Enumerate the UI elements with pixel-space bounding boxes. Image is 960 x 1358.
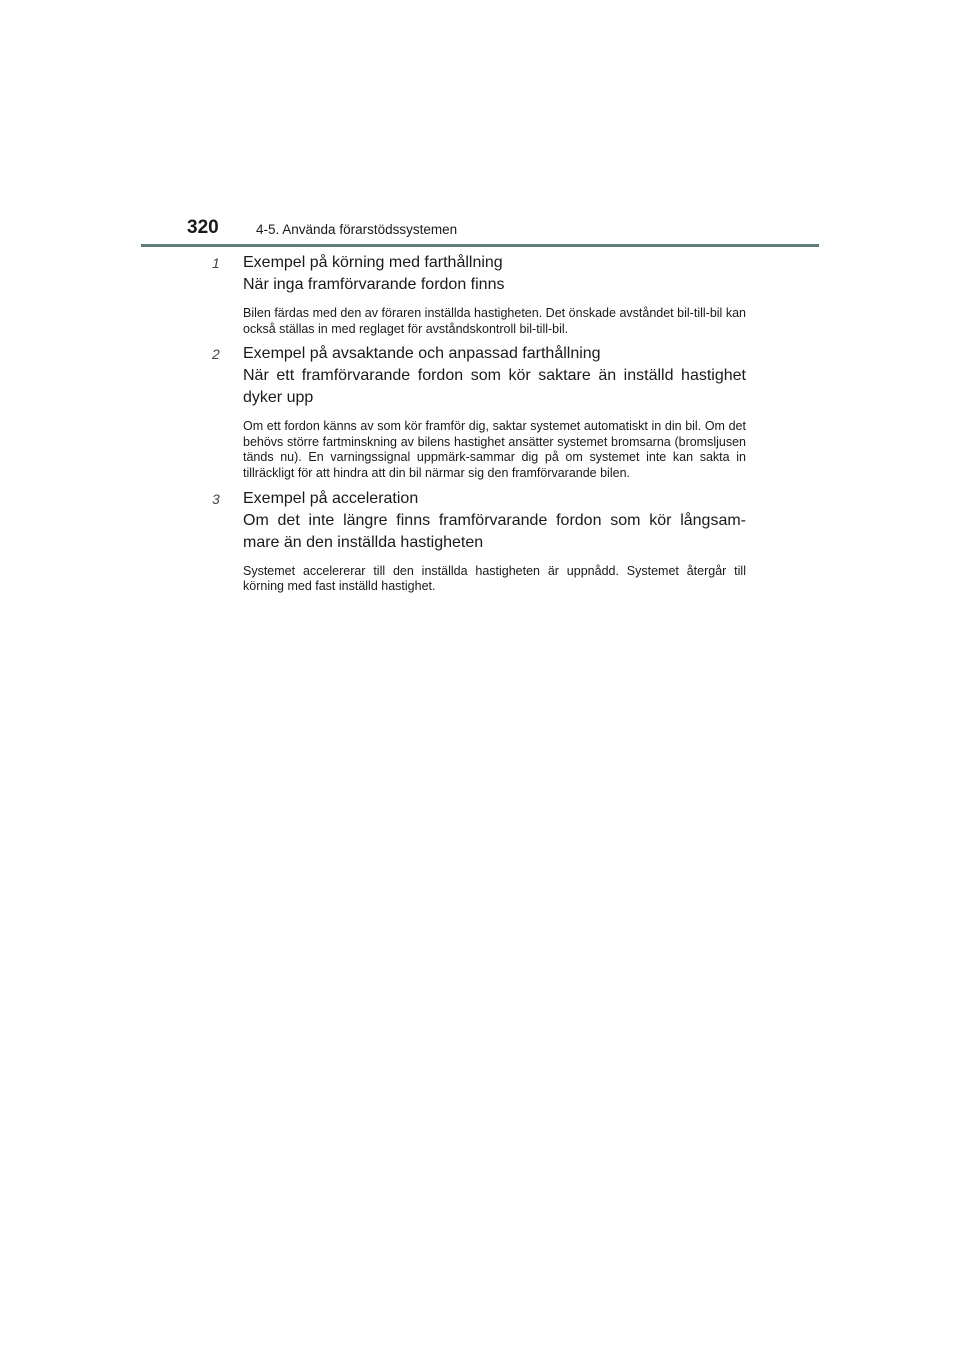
- heading-line: När inga framförvarande fordon finns: [243, 276, 505, 293]
- header-divider: [141, 244, 819, 247]
- item-heading-1: [243, 252, 746, 296]
- heading-line: Exempel på körning med farthållning: [243, 254, 503, 271]
- heading-line: Exempel på avsaktande och anpassad farthållning: [243, 345, 601, 363]
- heading-line: dyker upp: [243, 389, 314, 407]
- item-heading-2: [243, 343, 746, 409]
- item-heading-3: [243, 488, 746, 554]
- heading-line: Exempel på acceleration: [243, 489, 419, 507]
- heading-line: Om det inte längre finns framförvarande fordon som kör långsam-: [243, 511, 746, 529]
- page-header: [187, 214, 819, 246]
- section-title: 4-5. Använda förarstödssystemen: [256, 222, 458, 237]
- main-content: [210, 252, 746, 601]
- list-item-3: [210, 488, 746, 595]
- item-body-3: Systemet accelererar till den inställda hastigheten är uppnådd. Systemet återgår till körning med fast inställd hastighet.: [243, 563, 746, 594]
- list-item-2: [210, 343, 746, 481]
- item-number-2: 2: [212, 346, 220, 363]
- item-number-3: 3: [212, 490, 220, 507]
- item-body-2: Om ett fordon känns av som kör framför dig, saktar systemet automatiskt in din bil. Om det behövs större fartminskning av bilens hastighet ansätter systemet bromsarna (bromsljusen tänds nu). En varningssignal uppmärk-sammar dig på om systemet inte kan sakta in tillräckligt för att hindra att din bil närmar sig den framförvarande bilen.: [243, 419, 746, 480]
- heading-line: När ett framförvarande fordon som kör saktare än inställd hastighet: [243, 367, 746, 385]
- heading-line: mare än den inställda hastigheten: [243, 533, 484, 551]
- item-number-1: 1: [212, 255, 220, 271]
- item-body-1: Bilen färdas med den av föraren inställda hastigheten. Det önskade avståndet bil-till-bil kan också ställas in med reglaget för avståndskontroll bil-till-bil.: [243, 306, 746, 336]
- list-item-1: [210, 252, 746, 337]
- page-number: 320: [187, 217, 219, 238]
